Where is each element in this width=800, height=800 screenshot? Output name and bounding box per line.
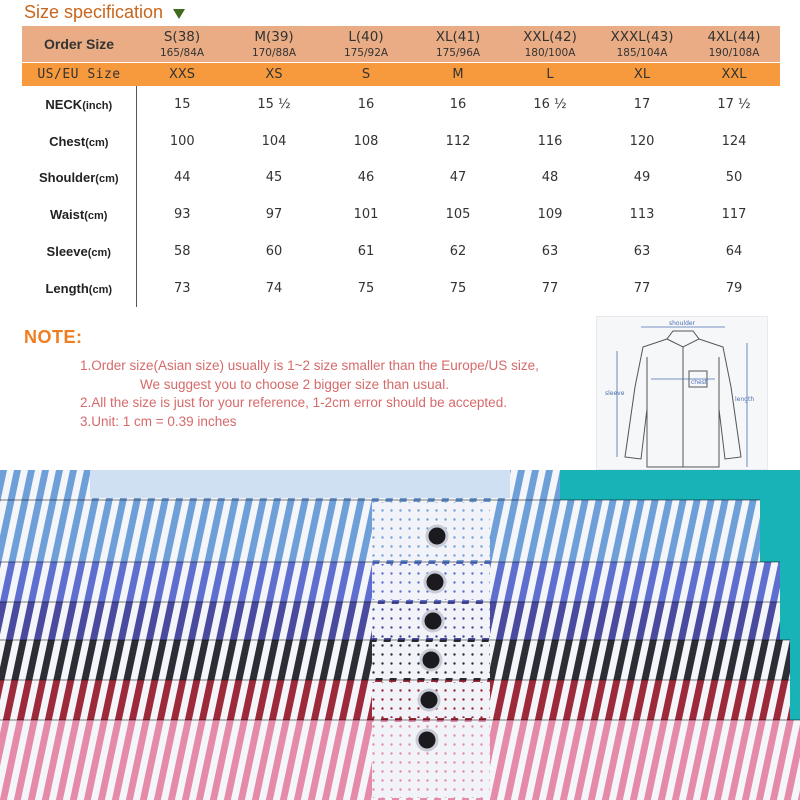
measurement-value: 109	[537, 207, 563, 223]
size-table	[22, 26, 780, 307]
size-header-cell	[136, 26, 228, 62]
measurement-name: Shoulder	[38, 170, 96, 186]
shirt-measurement-diagram	[596, 316, 768, 470]
note-heading: NOTE:	[24, 327, 83, 347]
body-size: 175/96A	[435, 47, 481, 59]
measurement-value: 73	[173, 280, 191, 296]
measurement-value: 64	[725, 244, 743, 260]
measurement-value: 75	[449, 280, 467, 296]
measurement-value: 74	[265, 280, 283, 296]
size-code: XXXL(43)	[610, 29, 674, 45]
us-eu-size-label: US/EU Size	[22, 62, 136, 86]
us-eu-size-cell: L	[504, 62, 596, 86]
measurement-name: NECK	[45, 96, 83, 112]
measurement-unit: (inch)	[82, 99, 113, 112]
shirt-outline-icon	[597, 317, 769, 471]
body-size: 170/88A	[251, 47, 297, 59]
measurement-row	[22, 196, 780, 233]
us-eu-size-row	[22, 62, 780, 86]
us-eu-size-cell: XXS	[136, 62, 228, 86]
measurement-value: 104	[261, 133, 287, 149]
measurement-value: 101	[353, 207, 379, 223]
us-eu-size-cell: M	[412, 62, 504, 86]
body-size: 165/84A	[159, 47, 205, 59]
measurement-value: 48	[541, 170, 559, 186]
stacked-shirts-image	[0, 470, 800, 800]
order-size-row	[22, 26, 780, 62]
measurement-value: 44	[173, 170, 191, 186]
measurement-value: 77	[541, 280, 559, 296]
measurement-label	[22, 86, 136, 123]
measurement-value: 45	[265, 170, 283, 186]
measurement-unit: (cm)	[95, 173, 119, 186]
measurement-value: 124	[721, 133, 747, 149]
measurement-value: 63	[541, 244, 559, 260]
measurement-value: 108	[353, 133, 379, 149]
measurement-value: 62	[449, 244, 467, 260]
measurement-row	[22, 160, 780, 197]
measurement-value: 60	[265, 244, 283, 260]
size-header-cell	[596, 26, 688, 62]
body-size: 185/104A	[616, 47, 668, 59]
measurement-value: 93	[173, 207, 191, 223]
measurement-name: Chest	[49, 133, 86, 149]
note-line-2: 2.All the size is just for your reference, 1-2cm error should be accepted.	[80, 395, 507, 410]
measurement-value: 61	[357, 244, 375, 260]
us-eu-size-cell: XL	[596, 62, 688, 86]
measurement-value: 120	[629, 133, 655, 149]
measurement-label	[22, 123, 136, 160]
diagram-label-shoulder: shoulder	[669, 320, 696, 327]
measurement-name: Waist	[50, 207, 85, 223]
measurement-row	[22, 233, 780, 270]
measurement-value: 17 ½	[717, 96, 751, 112]
measurement-label	[22, 196, 136, 233]
measurement-unit: (cm)	[84, 210, 108, 223]
measurement-name: Length	[45, 280, 89, 296]
size-code: XXL(42)	[523, 29, 577, 45]
size-header-cell	[320, 26, 412, 62]
measurement-value: 75	[357, 280, 375, 296]
diagram-label-chest: chest	[691, 379, 708, 386]
measurement-row	[22, 86, 780, 123]
measurement-row	[22, 270, 780, 307]
order-size-label: Order Size	[22, 26, 136, 62]
title-text: Size specification	[24, 2, 164, 22]
note-text	[80, 357, 539, 431]
note-line-3: 3.Unit: 1 cm = 0.39 inches	[80, 413, 237, 429]
measurement-value: 100	[169, 133, 195, 149]
size-header-cell	[228, 26, 320, 62]
us-eu-size-cell: XXL	[688, 62, 780, 86]
measurement-value: 50	[725, 170, 743, 186]
size-header-cell	[504, 26, 596, 62]
measurement-value: 47	[449, 170, 467, 186]
measurement-unit: (cm)	[87, 247, 111, 260]
measurement-unit: (cm)	[88, 283, 113, 296]
measurement-value: 16 ½	[533, 96, 567, 112]
measurement-value: 77	[633, 280, 651, 296]
size-code: L(40)	[348, 29, 384, 45]
measurement-row	[22, 123, 780, 160]
measurement-unit: (cm)	[85, 136, 109, 149]
diagram-label-length: length	[735, 396, 755, 403]
measurement-label	[22, 270, 136, 307]
measurement-label	[22, 160, 136, 197]
measurement-value: 17	[633, 96, 651, 112]
measurement-value: 16	[449, 96, 467, 112]
measurement-value: 105	[445, 207, 471, 223]
us-eu-size-cell: S	[320, 62, 412, 86]
measurement-value: 117	[721, 207, 747, 223]
body-size: 175/92A	[343, 47, 389, 59]
diagram-label-sleeve: sleeve	[605, 390, 625, 397]
size-code: M(39)	[254, 29, 294, 45]
measurement-name: Sleeve	[46, 244, 88, 260]
size-header-cell	[688, 26, 780, 62]
size-header-cell	[412, 26, 504, 62]
measurement-value: 15 ½	[257, 96, 291, 112]
measurement-value: 79	[725, 280, 743, 296]
measurement-value: 15	[173, 96, 191, 112]
measurement-value: 46	[357, 170, 375, 186]
measurement-value: 16	[357, 96, 375, 112]
page-title	[24, 2, 185, 23]
measurement-value: 116	[537, 133, 563, 149]
measurement-value: 97	[265, 207, 283, 223]
measurement-value: 49	[633, 170, 651, 186]
measurement-value: 63	[633, 244, 651, 260]
body-size: 180/100A	[524, 47, 576, 59]
measurement-value: 112	[445, 133, 471, 149]
size-code: S(38)	[163, 29, 201, 45]
size-code: XL(41)	[435, 29, 481, 45]
size-code: 4XL(44)	[707, 29, 761, 45]
note-line-1a: 1.Order size(Asian size) usually is 1~2 size smaller than the Europe/US size,	[80, 358, 539, 373]
shirt-stack-photo	[0, 470, 800, 800]
us-eu-size-cell: XS	[228, 62, 320, 86]
body-size: 190/108A	[708, 47, 760, 59]
measurement-label	[22, 233, 136, 270]
measurement-value: 113	[629, 207, 655, 223]
note-line-1b: We suggest you to choose 2 bigger size than usual.	[140, 376, 449, 392]
measurement-value: 58	[173, 244, 191, 260]
triangle-down-icon	[173, 9, 185, 19]
